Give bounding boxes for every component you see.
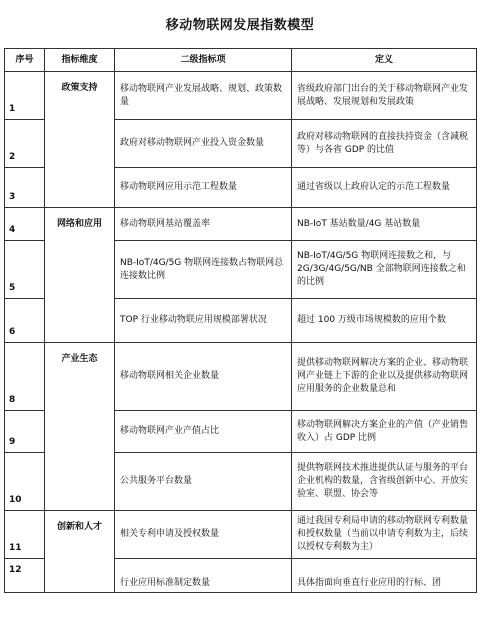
table-row xyxy=(5,72,477,120)
table-row xyxy=(5,208,477,241)
indicator-cell: 移动物联网相关企业数量 xyxy=(115,343,292,411)
definition-cell: 提供物联网技术推进提供认证与服务的平台企业机构的数量，含省级创新中心、开放实验室、联盟、协会等 xyxy=(292,453,477,511)
row-number: 4 xyxy=(5,208,45,241)
index-model-table xyxy=(4,48,477,593)
indicator-cell: 移动物联网应用示范工程数量 xyxy=(115,168,292,208)
definition-cell: NB-IoT 基站数量/4G 基站数量 xyxy=(292,208,477,241)
indicator-cell: 行业应用标准制定数量 xyxy=(115,559,292,593)
indicator-cell: 移动物联网产业产值占比 xyxy=(115,411,292,453)
page-title: 移动物联网发展指数模型 xyxy=(165,18,315,33)
header-indicator: 二级指标项 xyxy=(115,49,292,72)
row-number: 10 xyxy=(5,453,45,511)
definition-cell: 省级政府部门出台的关于移动物联网产业发展战略、发展规划和发展政策 xyxy=(292,72,477,120)
dimension-policy: 政策支持 xyxy=(45,72,115,208)
definition-cell: 政府对移动物联网的直接扶持资金（含减税等）与各省 GDP 的比值 xyxy=(292,120,477,168)
definition-cell: 通过我国专利局申请的移动物联网专利数量和授权数量（当前以申请专利数为主，后续以授权专利数为主） xyxy=(292,511,477,559)
indicator-cell: NB-IoT/4G/5G 物联网连接数占物联网总连接数比例 xyxy=(115,241,292,299)
row-number: 3 xyxy=(5,168,45,208)
indicator-cell: 移动物联网基站覆盖率 xyxy=(115,208,292,241)
indicator-cell: TOP 行业移动物联应用规模部署状况 xyxy=(115,299,292,343)
definition-cell xyxy=(292,559,477,593)
definition-cell: 超过 100 万级市场规模数的应用个数 xyxy=(292,299,477,343)
dimension-innovation: 创新和人才 xyxy=(45,511,115,593)
definition-cell: 提供移动物联网解决方案的企业、移动物联网产业链上下游的企业以及提供移动物联网应用服务的企业数量总和 xyxy=(292,343,477,411)
table-row xyxy=(5,343,477,411)
table-row xyxy=(5,511,477,559)
definition-cell: 通过省级以上政府认定的示范工程数量 xyxy=(292,168,477,208)
definition-cell: 移动物联网解决方案企业的产值（产业销售收入）占 GDP 比例 xyxy=(292,411,477,453)
header-number: 序号 xyxy=(5,49,45,72)
row-number: 2 xyxy=(5,120,45,168)
dimension-network: 网络和应用 xyxy=(45,208,115,343)
indicator-cell: 移动物联网产业发展战略、规划、政策数量 xyxy=(115,72,292,120)
row-number: 11 xyxy=(5,511,45,559)
header-dimension: 指标维度 xyxy=(45,49,115,72)
row-number: 5 xyxy=(5,241,45,299)
dimension-ecosystem: 产业生态 xyxy=(45,343,115,511)
header-definition: 定义 xyxy=(292,49,477,72)
row-number: 9 xyxy=(5,411,45,453)
row-number: 6 xyxy=(5,299,45,343)
definition-text: 具体指面向垂直行业应用的行标、团 xyxy=(297,578,442,588)
indicator-cell: 政府对移动物联网产业投入资金数量 xyxy=(115,120,292,168)
row-number: 1 xyxy=(5,72,45,120)
indicator-cell: 公共服务平台数量 xyxy=(115,453,292,511)
indicator-cell: 相关专利申请及授权数量 xyxy=(115,511,292,559)
row-number: 12 xyxy=(5,559,45,593)
table-header-row xyxy=(5,49,477,72)
row-number: 8 xyxy=(5,343,45,411)
definition-cell: NB-IoT/4G/5G 物联网连接数之和，与 2G/3G/4G/5G/NB 全部物联网连接数之和的比例 xyxy=(292,241,477,299)
